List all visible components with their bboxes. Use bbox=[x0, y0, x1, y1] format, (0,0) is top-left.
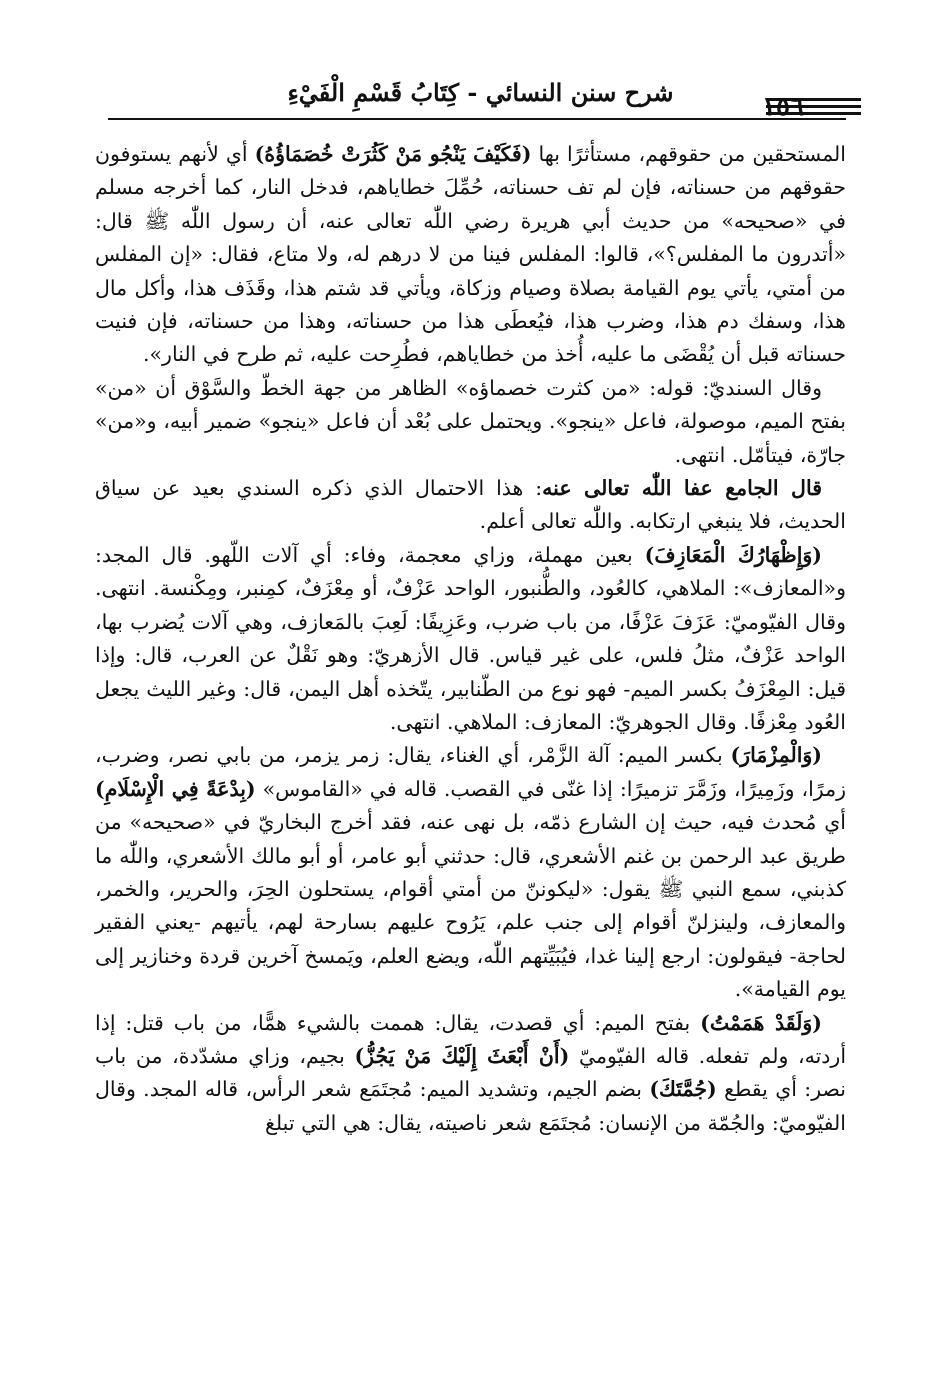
paragraph bbox=[95, 539, 846, 739]
paragraph bbox=[95, 472, 846, 539]
paragraph bbox=[95, 372, 846, 472]
bold-phrase: (وَالْمِزْمَارَ) bbox=[730, 743, 822, 768]
paragraph bbox=[95, 138, 846, 372]
bold-phrase: (وَلَقَدْ هَمَمْتُ) bbox=[700, 1010, 822, 1035]
paragraph bbox=[95, 739, 846, 1006]
bold-phrase: (أَنْ أَبْعَثَ إِلَيْكَ مَنْ يَجُزُّ) bbox=[354, 1043, 570, 1068]
text-segment: وقال السنديّ: قوله: «من كثرت خصماؤه» الظاهر من جهة الخطّ والسَّوْق أن «من» بفتح الميم، موصولة، فاعل «ينجو». ويحتمل على بُعْد أن فاعل «ينجو» ضمير أبيه، و«من» جارّة، فيتأمّل. انتهى. bbox=[95, 375, 846, 467]
bold-phrase: (فَكَيْفَ يَنْجُو مَنْ كَثُرَتْ خُصَمَاؤُهُ) bbox=[254, 142, 532, 166]
body-text bbox=[95, 138, 846, 1140]
text-segment: بضم الجيم، وتشديد الميم: مُجتَمَع شعر الرأس، قاله المجد. وقال الفيّوميّ: والجُمّة من الإنسان: مُجتَمَع شعر ناصيته، يقال: هي التي تبلغ bbox=[95, 1077, 846, 1135]
bold-phrase: (وَإِظْهَارُكَ الْمَعَازِفَ) bbox=[644, 542, 822, 567]
text-segment: بجيم، وزاي مشدّدة، من باب نصر: أي يقطع bbox=[95, 1043, 846, 1102]
text-segment: بكسر الميم: آلة الزَّمْر، أي الغناء، يقال: زمر يزمر، من بابي نصر، وضرب، زمرًا، وزَمِيرًا، وزَمَّرَ تزميرًا: إذا غنّى في القصب. قاله في «القاموس» bbox=[95, 743, 846, 801]
text-segment: بفتح الميم: أي قصدت، يقال: هممت بالشيء همًّا، من باب قتل: إذا أردته، ولم تفعله. قاله الفيّوميّ bbox=[95, 1010, 847, 1068]
bold-phrase: (جُمَّتَكَ) bbox=[649, 1077, 717, 1102]
running-header-title: شرح سنن النسائي - كِتَابُ قَسْمِ الْفَيْءِ bbox=[287, 78, 674, 107]
bold-phrase: (بِدْعَةً فِي الْإِسْلَامِ) bbox=[95, 776, 256, 801]
text-segment: أي لأنهم يستوفون حقوقهم من حسناته، فإن لم تف حسناته، حُمِّلَ خطاياهم، فدخل النار، كما أخرجه مسلم في «صحيحه» من حديث أبي هريرة رضي اللّٰه تعالى عنه، أن رسول اللّٰه ﷺ قال: «أتدرون ما المفلس؟»، قالوا: المفلس فينا من لا درهم له، ولا متاع، فقال: «إن المفلس من أمتي، يأتي يوم القيامة بصلاة وصيام وزكاة، ويأتي قد شتم هذا، وقَذَف هذا، وأكل مال هذا، وسفك دم هذا، وضرب هذا، فيُعطَى هذا من حسناته، وهذا من حسناته، فإن فنيت حسناته قبل أن يُقْضَى ما عليه، أُخذ من خطاياهم، فطُرِحت عليه، ثم طرح في النار». bbox=[95, 142, 846, 367]
text-segment: المستحقين من حقوقهم، مستأثرًا بها bbox=[531, 142, 846, 166]
text-segment: : هذا الاحتمال الذي ذكره السندي بعيد عن سياق الحديث، فلا ينبغي ارتكابه. واللّٰه تعالى أعلم. bbox=[95, 476, 846, 534]
paragraph bbox=[95, 1007, 846, 1141]
page-number: ١٥٦ bbox=[762, 92, 804, 122]
header-rule bbox=[108, 118, 846, 120]
text-segment: أي مُحدث فيه، حيث إن الشارع ذمّه، بل نهى عنه، فقد أخرج البخاريّ في «صحيحه» من طريق عبد الرحمن بن غنم الأشعري، قال: حدثني أبو عامر، أو أبو مالك الأشعري، واللّٰه ما كذبني، سمع النبي ﷺ يقول: «ليكوننّ من أمتي أقوام، يستحلون الحِرَ، والحرير، والخمر، والمعازف، ولينزلنّ أقوام إلى جنب علم، يَرُوح عليهم بسارحة لهم، يأتيهم -يعني الفقير لحاجة- فيقولون: ارجع إلينا غدا، فيُبَيِّتهم اللّٰه، ويضع العلم، ويَمسخ آخرين قردة وخنازير إلى يوم القيامة». bbox=[95, 810, 846, 1002]
text-segment: بعين مهملة، وزاي معجمة، وفاء: أي آلات اللّهو. قال المجد: و«المعازف»: الملاهي، كالعُود، والطُّنبور، الواحد عَزْفٌ، أو مِعْزَفٌ، كمِنبر، ومِكْنسة. انتهى. وقال الفيّوميّ: عَزَفَ عَزْفًا، من باب ضرب، وعَزِيفًا: لَعِبَ بالمَعازف، وهي آلات يُضرب بها، الواحد عَزْفٌ، مثلُ فلس، على غير قياس. قال الأزهريّ: وهو نَقْلٌ عن العرب، قال: وإذا قيل: المِعْزَفُ بكسر الميم- فهو نوع من الطّنابير، يتّخذه أهل اليمن، قال: وغير الليث يجعل العُود مِعْزفًا. وقال الجوهريّ: المعازف: الملاهي. انتهى. bbox=[95, 542, 846, 734]
bold-phrase: قال الجامع عفا اللّٰه تعالى عنه bbox=[542, 476, 822, 501]
